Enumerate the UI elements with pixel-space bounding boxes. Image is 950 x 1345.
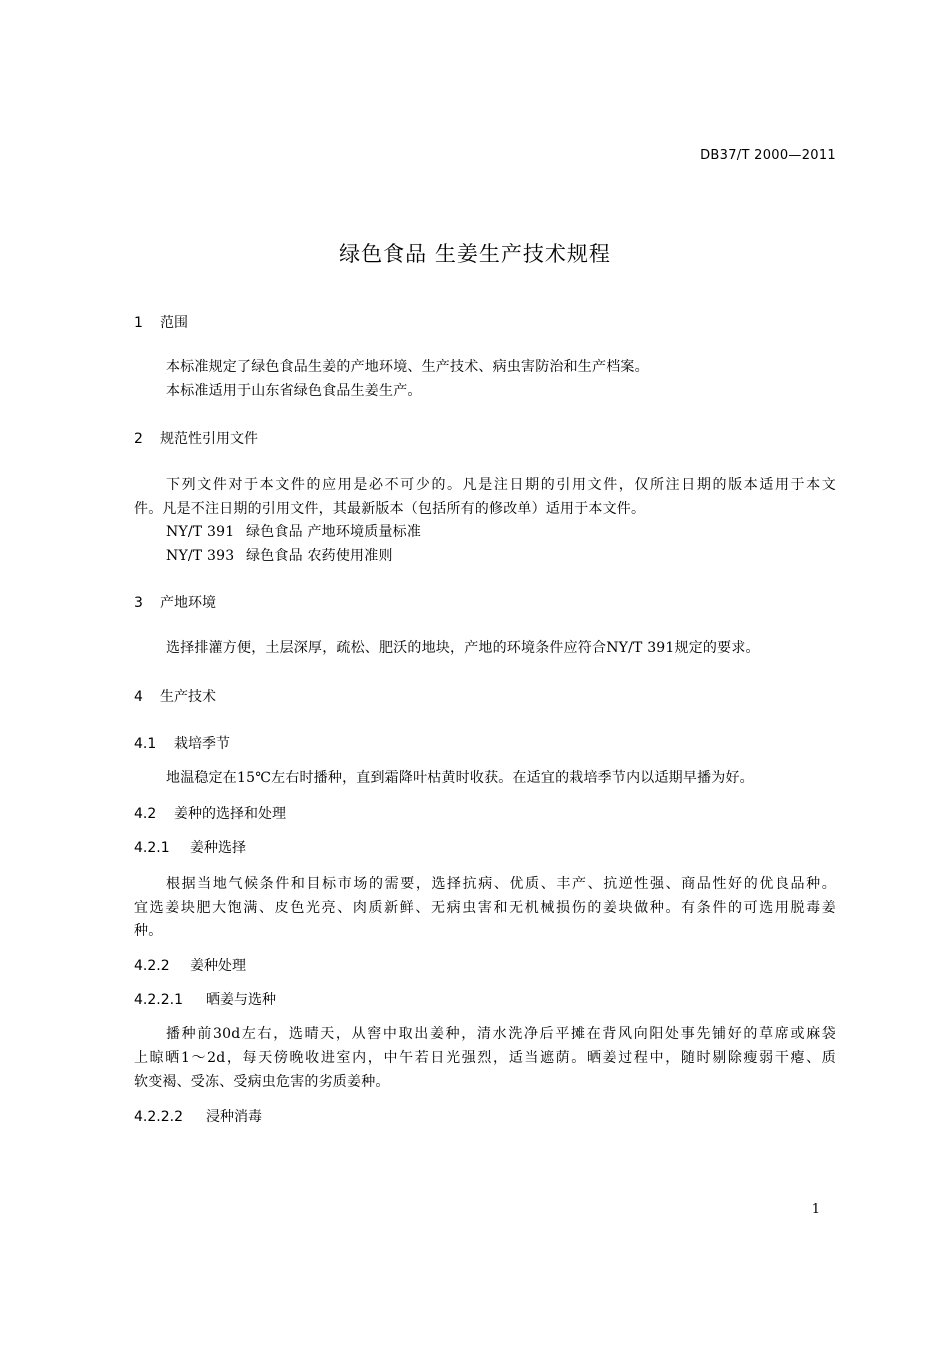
- section-title: 规范性引用文件: [160, 431, 258, 447]
- section-1-paragraph-1: 本标准规定了绿色食品生姜的产地环境、生产技术、病虫害防治和生产档案。: [166, 359, 649, 375]
- section-number: 2: [134, 431, 143, 447]
- section-4-2-2-1-line-1: 播种前30d左右，选晴天，从窖中取出姜种，清水洗净后平摊在背风向阳处事先铺好的草席或麻袋: [166, 1026, 836, 1042]
- reference-code: NY/T 391: [166, 524, 235, 540]
- section-title: 栽培季节: [174, 736, 230, 752]
- section-number: 1: [134, 315, 143, 331]
- section-3-heading: [134, 592, 216, 612]
- section-4-1-paragraph: 地温稳定在15℃左右时播种，直到霜降叶枯黄时收获。在适宜的栽培季节内以适期早播为好。: [166, 770, 754, 786]
- section-number: 3: [134, 595, 143, 611]
- section-4-2-2-heading: [134, 955, 246, 975]
- section-title: 产地环境: [160, 595, 216, 611]
- reference-code: NY/T 393: [166, 548, 235, 564]
- section-3-paragraph-1: 选择排灌方便，土层深厚，疏松、肥沃的地块，产地的环境条件应符合NY/T 391规定的要求。: [166, 640, 760, 656]
- section-number: 4: [134, 689, 143, 705]
- section-title: 姜种处理: [190, 958, 246, 974]
- section-title: 浸种消毒: [206, 1109, 262, 1125]
- section-4-1-heading: [134, 733, 230, 753]
- reference-item: [166, 521, 421, 541]
- document-title: 绿色食品 生姜生产技术规程: [339, 242, 611, 266]
- section-4-2-1-heading: [134, 837, 246, 857]
- page-number: 1: [811, 1202, 820, 1217]
- standard-number: DB37/T 2000—2011: [700, 148, 836, 163]
- section-number: 4.2.2: [134, 958, 170, 974]
- section-4-2-2-1-line-3: 软变褐、受冻、受病虫危害的劣质姜种。: [134, 1074, 390, 1090]
- section-number: 4.2.2.1: [134, 992, 183, 1008]
- section-number: 4.2.2.2: [134, 1109, 183, 1125]
- section-4-2-2-2-heading: [134, 1106, 262, 1126]
- section-title: 生产技术: [160, 689, 216, 705]
- section-title: 姜种的选择和处理: [174, 806, 286, 822]
- reference-item: [166, 545, 393, 565]
- section-2-paragraph-line-2: 件。凡是不注日期的引用文件，其最新版本（包括所有的修改单）适用于本文件。: [134, 501, 646, 517]
- section-4-2-1-line-2: 宜选姜块肥大饱满、皮色光亮、肉质新鲜、无病虫害和无机械损伤的姜块做种。有条件的可选用脱毒姜: [134, 900, 836, 916]
- section-4-2-1-line-3: 种。: [134, 923, 163, 939]
- section-4-2-2-1-line-2: 上晾晒1～2d，每天傍晚收进室内，中午若日光强烈，适当遮荫。晒姜过程中，随时剔除瘦弱干瘪、质: [134, 1050, 836, 1066]
- section-title: 范围: [160, 315, 188, 331]
- section-number: 4.2.1: [134, 840, 170, 856]
- section-number: 4.2: [134, 806, 157, 822]
- section-title: 晒姜与选种: [206, 992, 276, 1008]
- section-2-heading: [134, 428, 258, 448]
- reference-name: 绿色食品 产地环境质量标准: [246, 524, 422, 540]
- section-title: 姜种选择: [190, 840, 246, 856]
- section-4-2-2-1-heading: [134, 989, 276, 1009]
- section-1-paragraph-2: 本标准适用于山东省绿色食品生姜生产。: [166, 383, 422, 399]
- section-number: 4.1: [134, 736, 157, 752]
- section-2-paragraph-line-1: 下列文件对于本文件的应用是必不可少的。凡是注日期的引用文件，仅所注日期的版本适用于本文: [166, 477, 836, 493]
- section-1-heading: [134, 312, 188, 332]
- reference-name: 绿色食品 农药使用准则: [246, 548, 393, 564]
- section-4-heading: [134, 686, 216, 706]
- section-4-2-1-line-1: 根据当地气候条件和目标市场的需要，选择抗病、优质、丰产、抗逆性强、商品性好的优良品种。: [166, 876, 836, 892]
- section-4-2-heading: [134, 803, 286, 823]
